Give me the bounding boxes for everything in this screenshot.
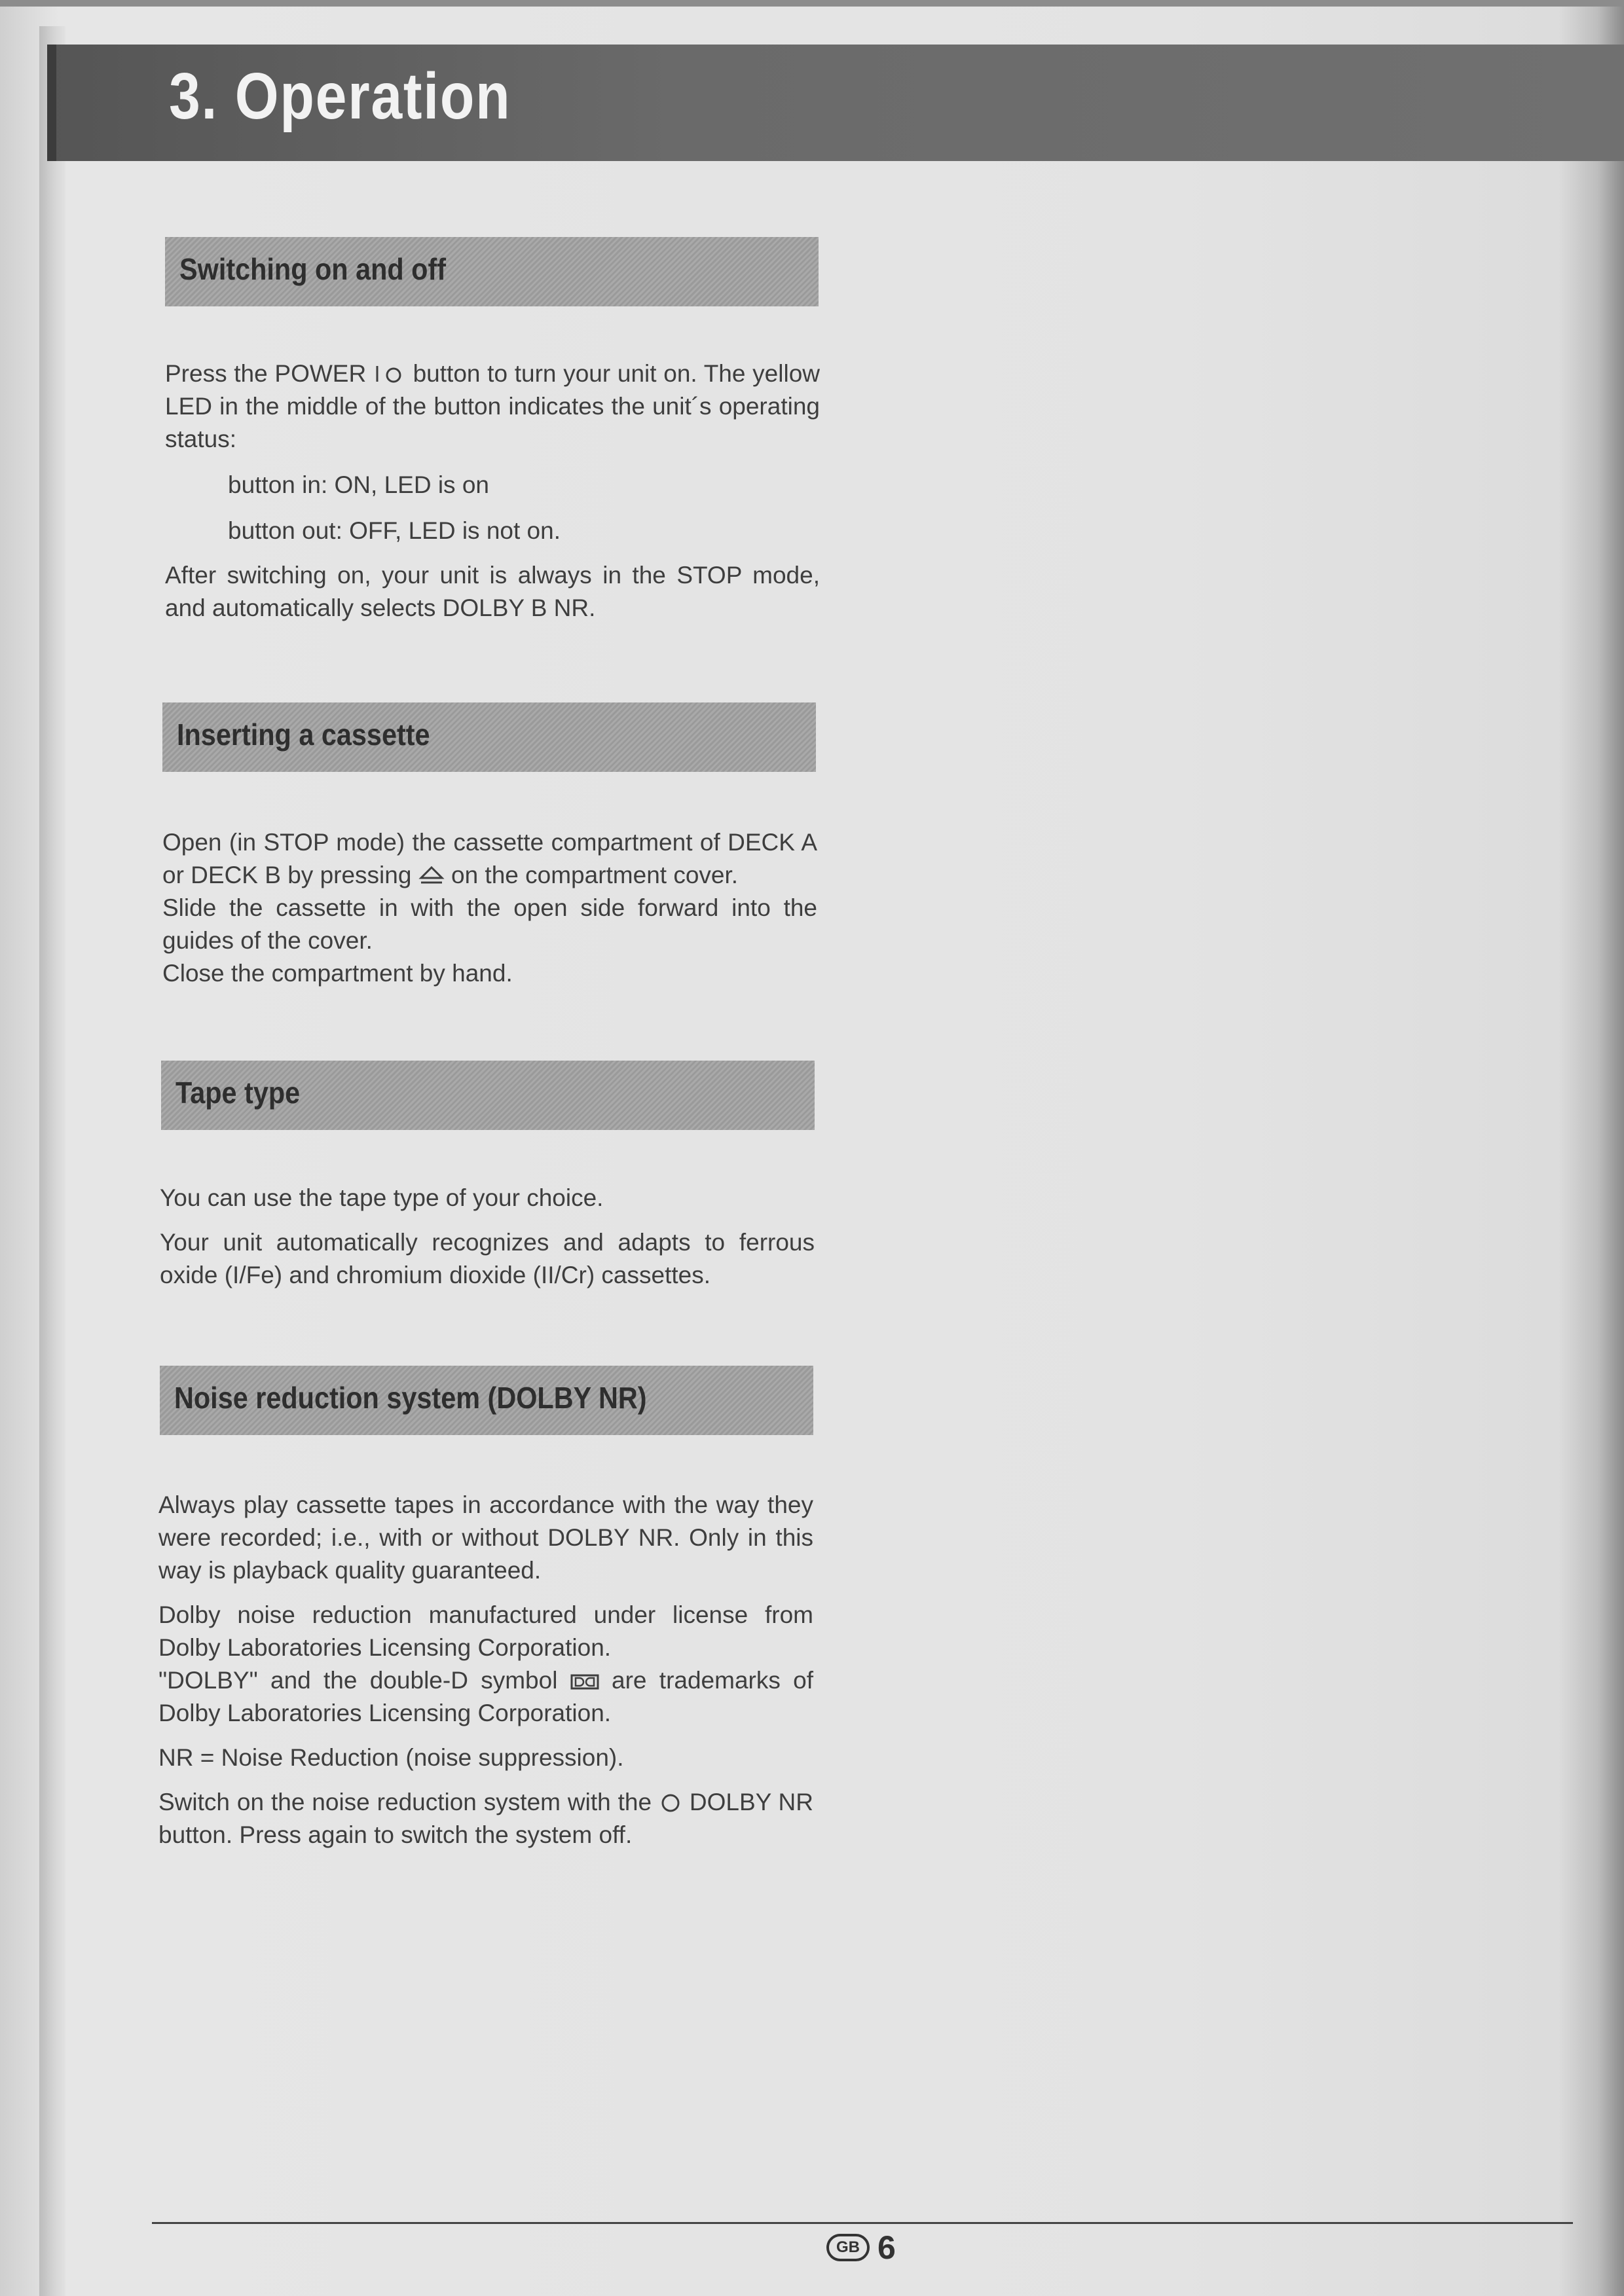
text-run: Press the POWER	[165, 360, 373, 387]
page-spine-shadow	[39, 26, 65, 2296]
circle-button-icon	[659, 1792, 682, 1813]
paragraph: Slide the cassette in with the open side forward into the guides of the cover.	[162, 894, 817, 954]
paragraph	[158, 1664, 813, 1730]
list-item: button in: ON, LED is on	[228, 471, 489, 498]
section-header-switching	[165, 237, 819, 306]
chapter-title-bar	[47, 45, 1624, 161]
text-run: Switch on the noise reduction system with the	[158, 1789, 659, 1815]
text-run: Open (in STOP mode) the cassette compartment of DECK A or DECK B by pressing	[162, 829, 817, 888]
paragraph: Always play cassette tapes in accordance with the way they were recorded; i.e., with or without DOLBY NR. Only in this way is playback quality guaranteed.	[158, 1491, 813, 1584]
scan-top-edge	[0, 0, 1624, 7]
section-body-tape-type	[160, 1182, 815, 1292]
section-body-inserting	[162, 826, 817, 990]
paragraph: Dolby noise reduction manufactured under license from Dolby Laboratories Licensing Corporation.	[158, 1601, 813, 1661]
section-header-noise-reduction	[160, 1366, 813, 1435]
page-footer	[826, 2225, 896, 2270]
title-bar-stub	[47, 45, 56, 161]
text-run: on the compartment cover.	[444, 862, 739, 888]
section-heading: Tape type	[175, 1076, 301, 1110]
paragraph: After switching on, your unit is always in the STOP mode, and automatically selects DOLBY B NR.	[165, 562, 820, 621]
paragraph: Close the compartment by hand.	[162, 960, 513, 987]
text-run: button to turn your unit on. The yellow LED in the middle of the button indicates the unit´s operating status:	[165, 360, 820, 452]
section-body-switching	[165, 357, 820, 625]
footer-rule	[152, 2222, 1573, 2224]
section-header-tape-type	[161, 1061, 815, 1130]
section-heading: Noise reduction system (DOLBY NR)	[174, 1381, 647, 1415]
paragraph	[158, 1786, 813, 1851]
paragraph: You can use the tape type of your choice.	[160, 1184, 604, 1211]
dolby-double-d-icon	[570, 1673, 599, 1691]
paragraph	[162, 826, 817, 892]
paragraph	[165, 357, 820, 456]
country-badge: GB	[826, 2234, 870, 2261]
section-header-inserting	[162, 702, 816, 772]
text-run: DOLBY NR button. Press again to switch the system off.	[158, 1789, 813, 1848]
section-heading: Switching on and off	[179, 252, 447, 286]
section-heading: Inserting a cassette	[177, 718, 430, 752]
text-run: are trademarks of Dolby Laboratories Licensing Corporation.	[158, 1667, 813, 1726]
section-body-noise-reduction	[158, 1489, 813, 1851]
eject-icon	[418, 865, 445, 886]
power-symbol-icon	[373, 363, 406, 384]
text-run: "DOLBY" and the double-D symbol	[158, 1667, 570, 1694]
chapter-title: 3. Operation	[169, 60, 511, 133]
page-number: 6	[877, 2229, 896, 2266]
paragraph: NR = Noise Reduction (noise suppression).	[158, 1744, 624, 1771]
paragraph: Your unit automatically recognizes and adapts to ferrous oxide (I/Fe) and chromium dioxide (II/Cr) cassettes.	[160, 1229, 815, 1288]
list-item: button out: OFF, LED is not on.	[228, 517, 561, 544]
